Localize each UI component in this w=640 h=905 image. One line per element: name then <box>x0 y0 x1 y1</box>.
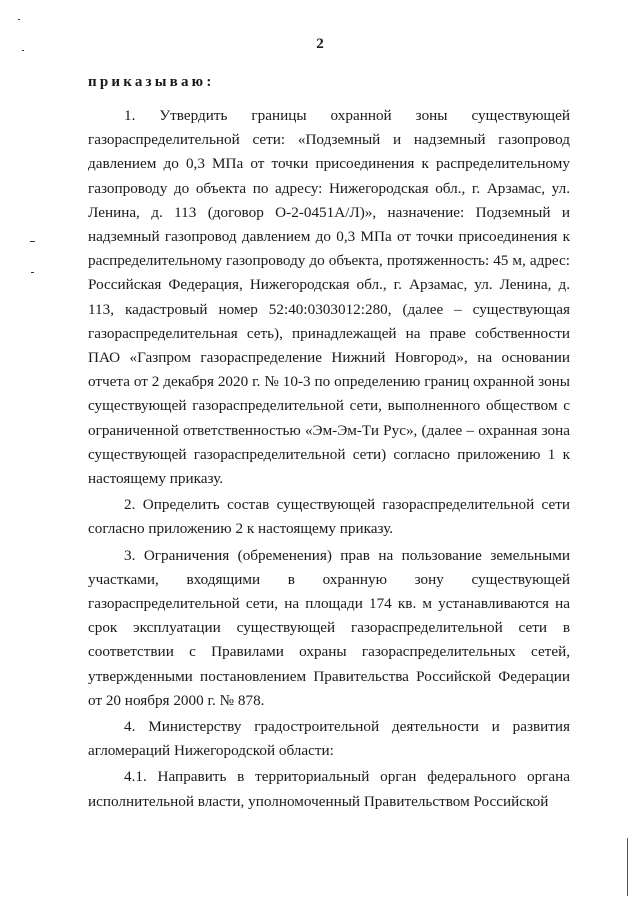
scan-edge-line <box>627 838 628 896</box>
order-heading: приказываю: <box>88 74 215 90</box>
paragraph-item-2: 2. Определить состав существующей газораспределительной сети согласно приложению 2 к настоящему приказу. <box>88 496 570 538</box>
document-body <box>88 104 570 814</box>
scan-speck <box>30 241 35 242</box>
paragraph-item-3: 3. Ограничения (обременения) прав на пользование земельными участками, входящими в охранную зону существующей газораспределительной сети, на площади 174 кв. м устанавливаются на срок эксплуатации существующей газораспределительной сети в соответствии с Правилами охраны газораспределительных сетей, утвержденными постановлением Правительства Российской Федерации от 20 ноября 2000 г. № 878. <box>88 546 570 709</box>
paragraph-item-4: 4. Министерству градостроительной деятельности и развития агломераций Нижегородской области: <box>88 718 570 760</box>
scan-speck <box>18 19 20 20</box>
paragraph-item-1: 1. Утвердить границы охранной зоны существующей газораспределительной сети: «Подземный и надземный газопровод давлением до 0,3 МПа от точки присоединения к распределительному газопроводу до объекта по адресу: Нижегородская обл., г. Арзамас, ул. Ленина, д. 113 (договор О-2-0451А/Л)», назначение: Подземный и надземный газопровод давлением до 0,3 МПа от точки присоединения к распределительному газопроводу до объекта, протяженность: 45 м, адрес: Российская Федерация, Нижегородская обл., г. Арзамас, ул. Ленина, д. 113, кадастровый номер 52:40:0303012:280, (далее – существующая газораспределительная сеть), принадлежащей на праве собственности ПАО «Газпром газораспределение Нижний Новгород», на основании отчета от 2 декабря 2020 г. № 10-3 по определению границ охранной зоны существующей газораспределительной сети, выполненного обществом с ограниченной ответственностью «Эм-Эм-Ти Рус», (далее – охранная зона существующей газораспределительной сети) согласно приложению 1 к настоящему приказу. <box>88 107 570 488</box>
page-number: 2 <box>316 36 324 52</box>
scan-speck <box>31 272 34 273</box>
paragraph-item-4-1: 4.1. Направить в территориальный орган федерального органа исполнительной власти, уполномоченный Правительством Российской <box>88 768 570 810</box>
